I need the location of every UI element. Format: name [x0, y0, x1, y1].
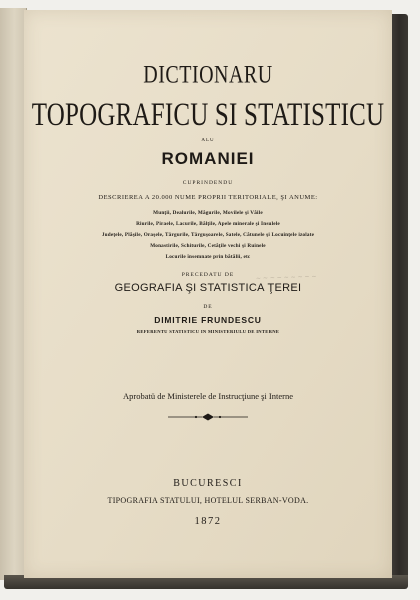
approval-line: Aprobatü de Ministerele de Instrucţiune şi Interne: [123, 391, 293, 401]
title-line-1: DICTIONARU: [143, 61, 273, 89]
contents-line: Judeţele, Plăşile, Oraşele, Târgurile, Târguşoarele, Satele, Cătunele şi Locuinţele izolate: [101, 232, 315, 238]
author-role: REFERENTU STATISTICU IN MINISTERIULU DE INTERNE: [136, 329, 280, 334]
title-line-2: TOPOGRAFICU SI STATISTICU: [31, 97, 385, 133]
printer-line: TIPOGRAFIA STATULUI, HOTELUL SERBAN-VODA.: [107, 496, 309, 505]
contents-line: Monastirile, Schiturile, Cetăţile vechi şi Ruinele: [150, 243, 266, 249]
description-line: DESCRIEREA A 20.000 NUME PROPRII TERITORIALE, ŞI ANUME:: [98, 194, 318, 201]
city-name: BUCURESCI: [173, 478, 243, 489]
connector-text: ALU: [201, 138, 215, 143]
contents-intro: CUPRINDENDU: [182, 180, 234, 186]
contents-line: Munţii, Dealurile, Măgurile, Movilele şi Văile: [153, 210, 263, 216]
author-name: DIMITRIE FRUNDESCU: [154, 315, 262, 325]
by-text: DE: [203, 304, 213, 310]
publication-year: 1872: [194, 516, 222, 527]
faded-stamp: ~ ~ ~ ~ ~ ~ ~ ~ ~: [255, 273, 317, 283]
left-page-edge: [0, 8, 27, 580]
title-page: [24, 10, 392, 578]
subject-title: GEOGRAFIA ŞI STATISTICA ŢEREI: [114, 282, 302, 294]
ornament-divider: [166, 412, 250, 422]
contents-line: Riurile, Piraele, Lacurile, Bălţile, Apele minerale şi Insulele: [136, 221, 280, 227]
contents-line: Locurile însemnate prin bătălii, etc: [165, 254, 251, 260]
country-name: ROMANIEI: [161, 149, 255, 168]
preceded-by-text: PRECEDATU DE: [181, 272, 235, 278]
